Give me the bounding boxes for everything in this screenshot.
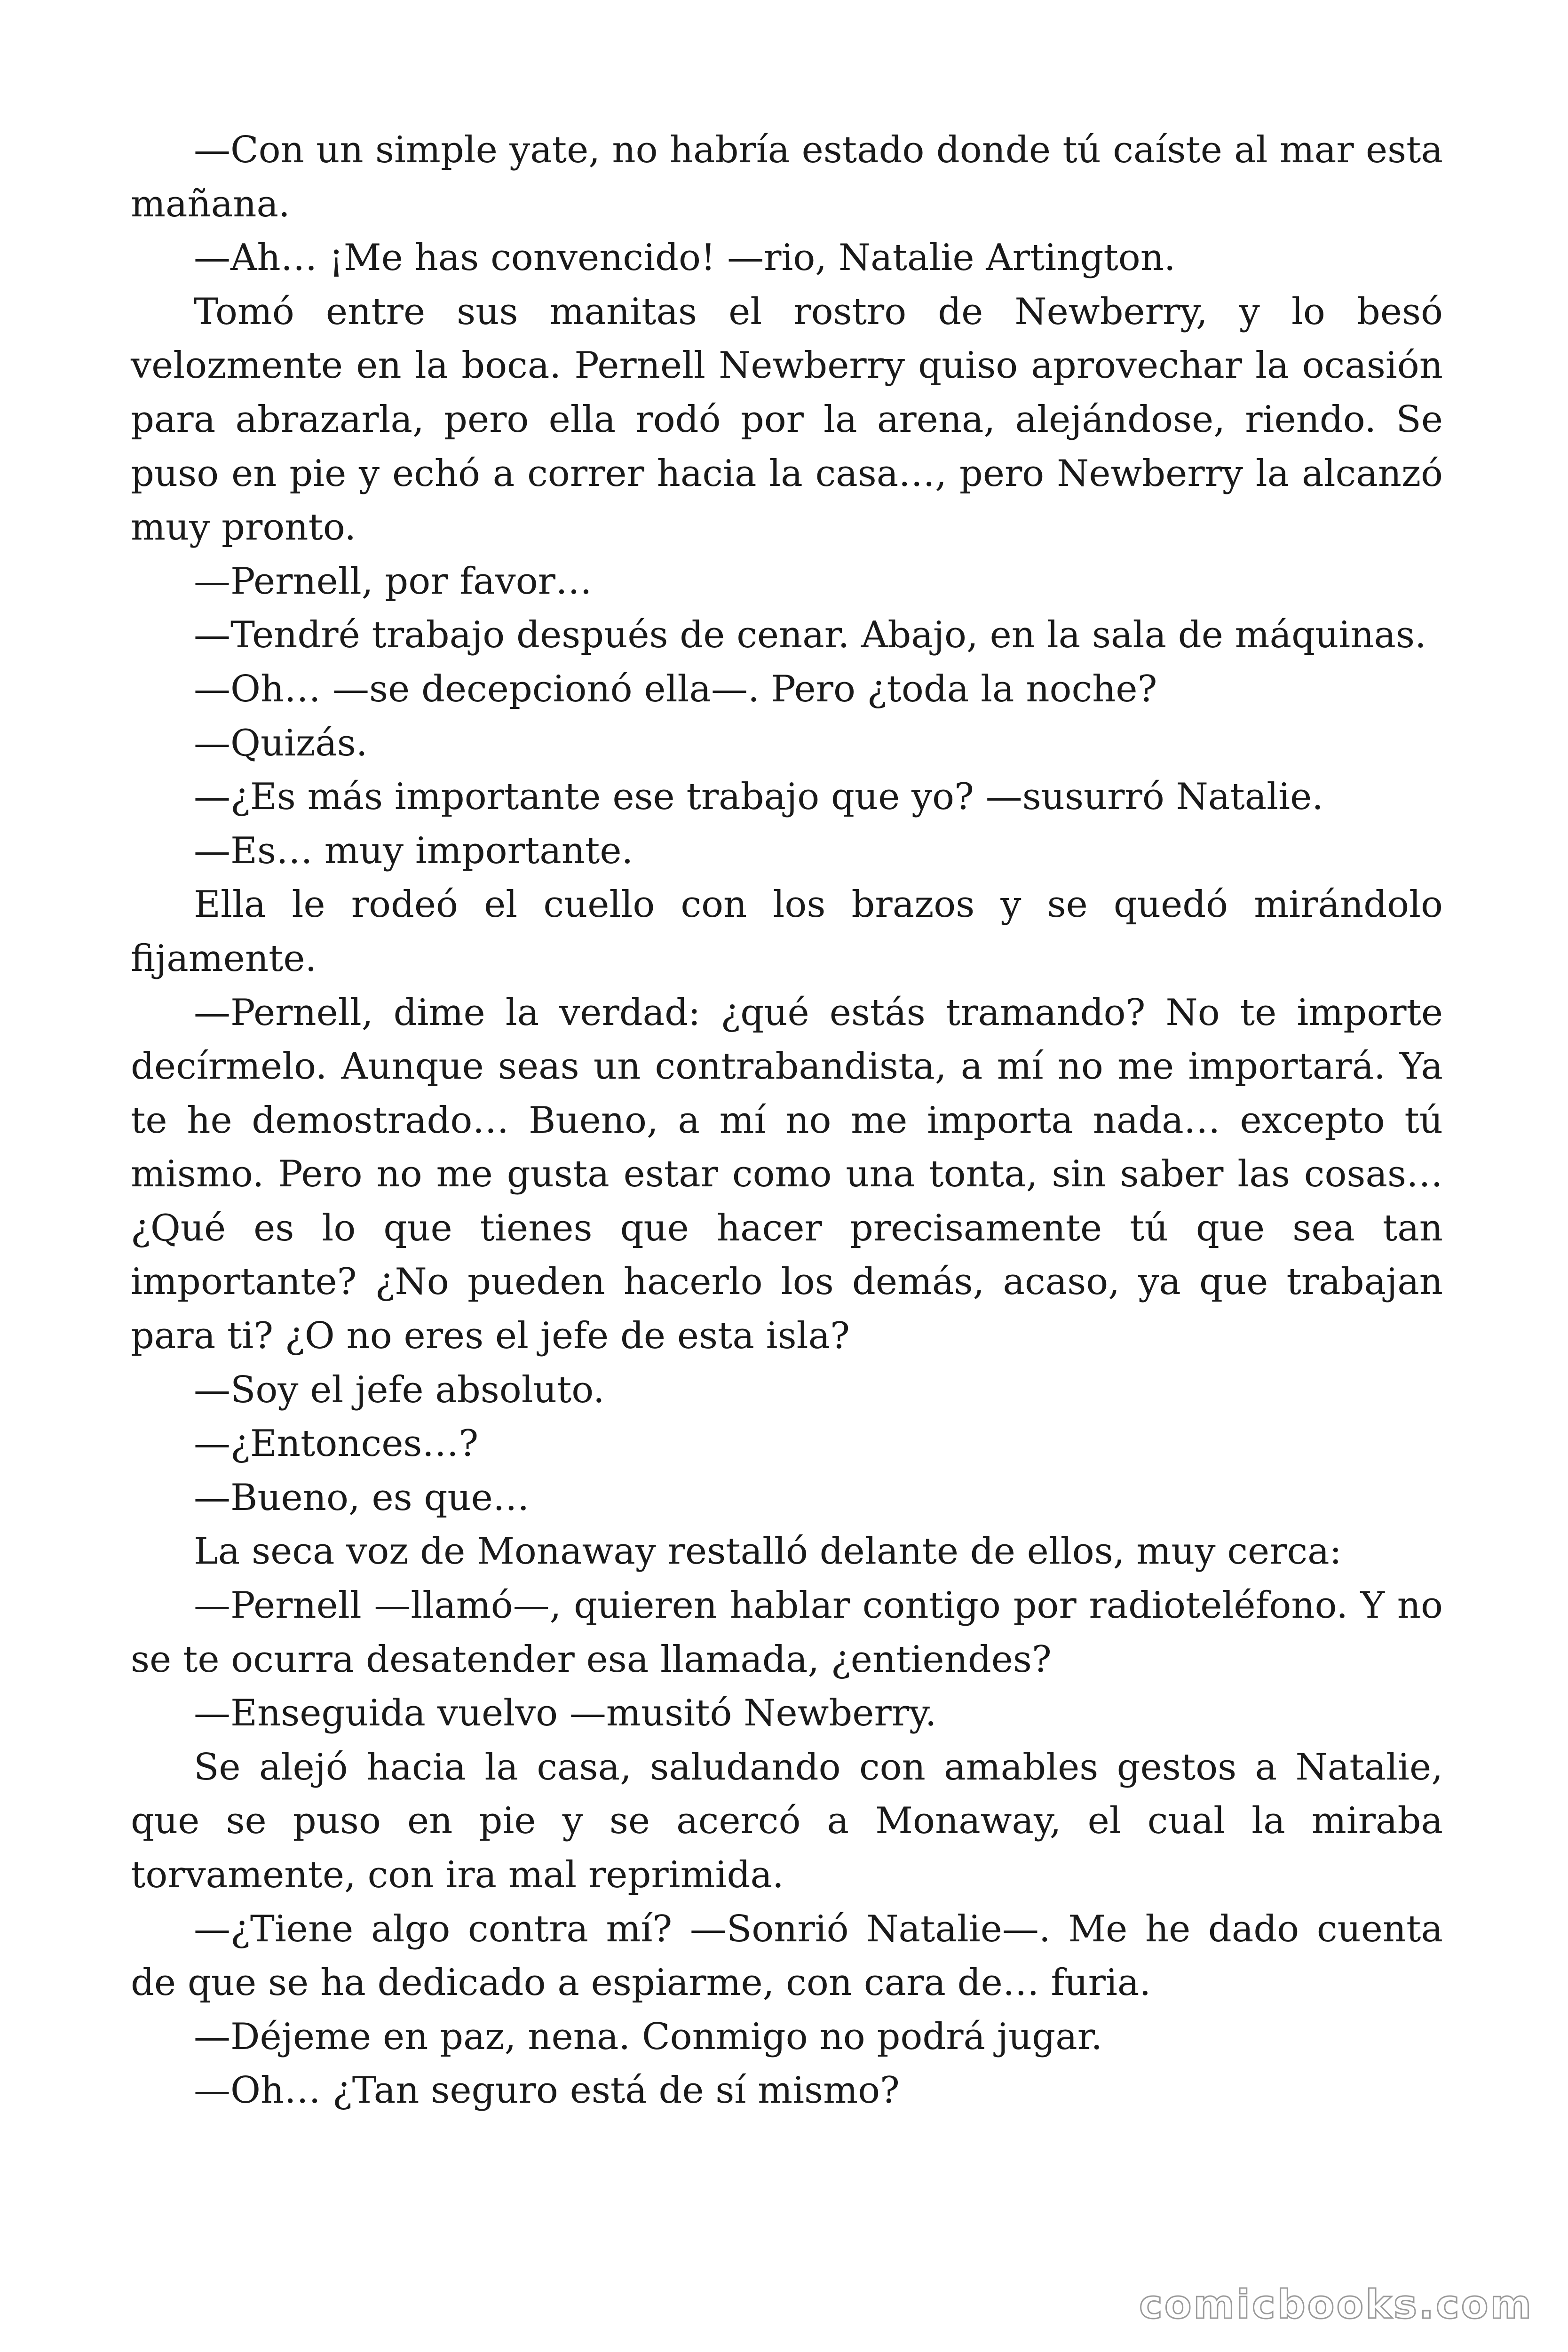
paragraph: —Soy el jefe absoluto. [194, 1368, 605, 1411]
paragraph: —¿Es más importante ese trabajo que yo? —susurró Natalie. [194, 776, 1324, 818]
paragraph: —¿Entonces…? [194, 1422, 479, 1465]
paragraph: —Oh… —se decepcionó ella—. Pero ¿toda la noche? [194, 667, 1157, 710]
body-text [131, 123, 1443, 2118]
paragraph: Tomó entre sus manitas el rostro de Newberry, y lo besó velozmente en la boca. Pernell Newberry quiso aprovechar la ocasión para abrazarla, pero ella rodó por la arena, alejándose, riendo. Se puso en pie y echó a correr hacia la casa…, pero Newberry la alcanzó muy pronto. [131, 290, 1443, 549]
paragraph: —Déjeme en paz, nena. Conmigo no podrá jugar. [194, 2015, 1103, 2058]
paragraph: —Bueno, es que… [194, 1476, 530, 1519]
watermark-logo: comicbooks.com [1139, 2281, 1533, 2328]
paragraph: —Con un simple yate, no habría estado donde tú caíste al mar esta mañana. [131, 129, 1443, 225]
paragraph: Ella le rodeó el cuello con los brazos y se quedó mirándolo fijamente. [131, 883, 1443, 980]
paragraph: —Pernell —llamó—, quieren hablar contigo por radioteléfono. Y no se te ocurra desatender esa llamada, ¿entiendes? [131, 1584, 1443, 1681]
paragraph: —Ah… ¡Me has convencido! —rio, Natalie Artington. [194, 237, 1176, 279]
paragraph: —Enseguida vuelvo —musitó Newberry. [194, 1692, 937, 1735]
paragraph: —¿Tiene algo contra mí? —Sonrió Natalie—. Me he dado cuenta de que se ha dedicado a espiarme, con cara de… furia. [131, 1907, 1443, 2004]
paragraph: —Pernell, por favor… [194, 560, 592, 603]
paragraph: —Tendré trabajo después de cenar. Abajo, en la sala de máquinas. [194, 614, 1426, 657]
paragraph: La seca voz de Monaway restalló delante de ellos, muy cerca: [194, 1530, 1342, 1573]
paragraph: —Pernell, dime la verdad: ¿qué estás tramando? No te importe decírmelo. Aunque seas un contrabandista, a mí no me importará. Ya te he demostrado… Bueno, a mí no me importa nada… excepto tú mismo. Pero no me gusta estar como una tonta, sin saber las cosas… ¿Qué es lo que tienes que hacer precisamente tú que sea tan importante? ¿No pueden hacerlo los demás, acaso, ya que trabajan para ti? ¿O no eres el jefe de esta isla? [131, 991, 1443, 1358]
paragraph: —Oh… ¿Tan seguro está de sí mismo? [194, 2069, 900, 2112]
paragraph: Se alejó hacia la casa, saludando con amables gestos a Natalie, que se puso en pie y se acercó a Monaway, el cual la miraba torvamente, con ira mal reprimida. [131, 1746, 1443, 1896]
paragraph: —Es… muy importante. [194, 829, 634, 872]
paragraph: —Quizás. [194, 722, 368, 764]
